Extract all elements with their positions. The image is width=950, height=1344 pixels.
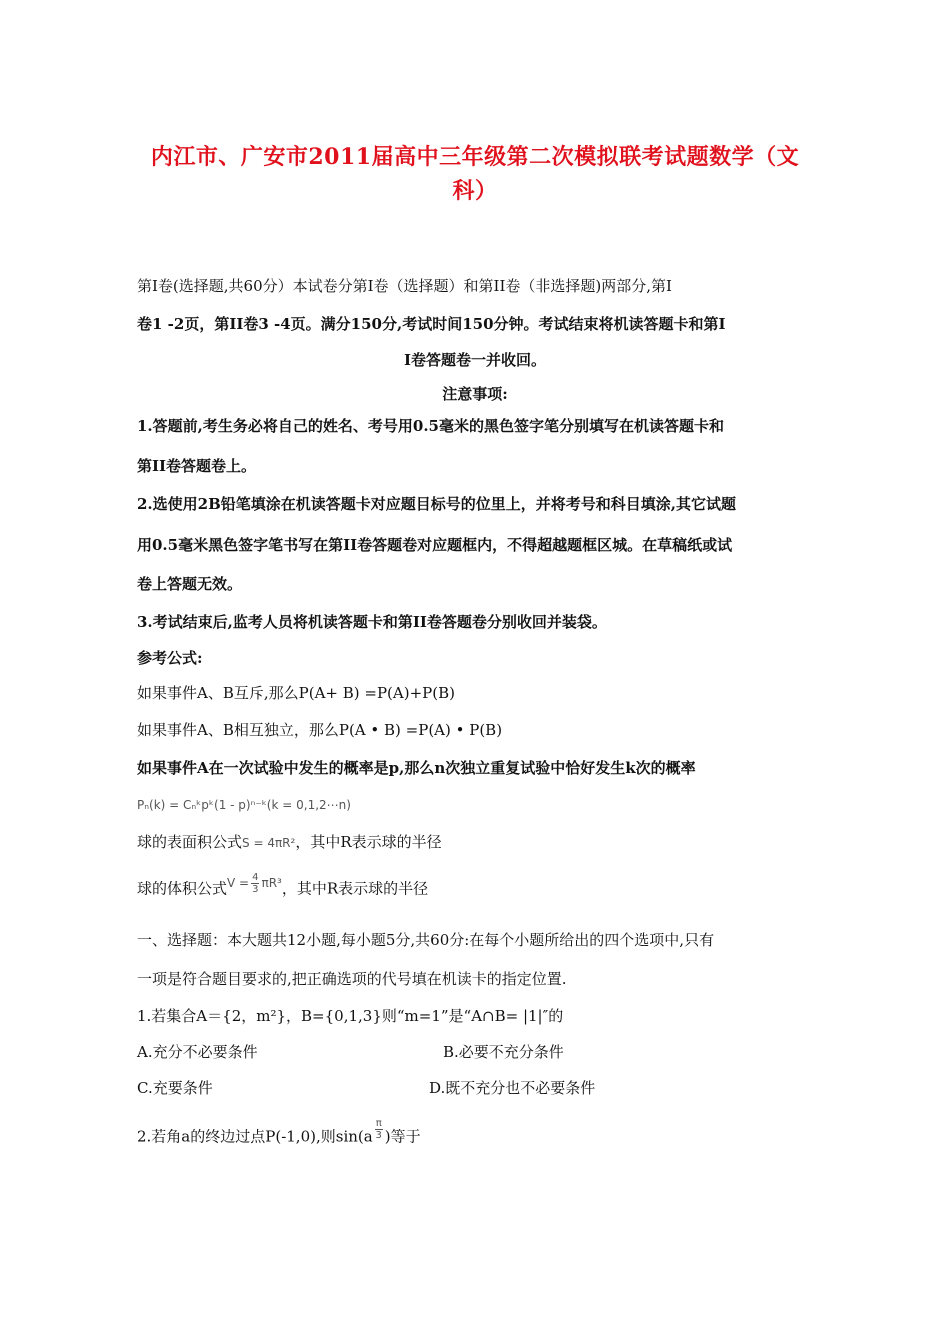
formula-mutually-exclusive: 如果事件A、B互斥,那么P(A+ B) =P(A)+P(B) bbox=[137, 684, 455, 702]
notice-3-line-1: 3.考试结束后,监考人员将机读答题卡和第II卷答题卷分别收回并装袋。 bbox=[137, 613, 607, 631]
question-1-option-b: B.必要不充分条件 bbox=[443, 1043, 564, 1061]
question-1-option-d: D.既不充分也不必要条件 bbox=[429, 1079, 596, 1097]
question-1-stem: 1.若集合A＝{2，m²}，B={0,1,3}则“m=1”是“A∩B= |1|″的 bbox=[137, 1007, 564, 1025]
section-1-line-2: 一项是符合题目要求的,把正确选项的代号填在机读卡的指定位置. bbox=[137, 970, 567, 988]
notice-1-line-2: 第II卷答题卷上。 bbox=[137, 457, 257, 475]
formula-sphere-area bbox=[137, 832, 442, 853]
intro-line-2: 卷1 -2页，第II卷3 -4页。满分150分,考试时间150分钟。考试结束将机读答题卡和第Ⅰ bbox=[137, 315, 726, 333]
binomial-formula: Pₙ(k) = Cₙᵏpᵏ(1 - p)ⁿ⁻ᵏ(k = 0,1,2⋯n) bbox=[137, 798, 351, 812]
fraction-numerator: π bbox=[375, 1118, 382, 1129]
title-line-1: 内江市、广安市2011届高中三年级第二次模拟联考试题数学（文 bbox=[150, 144, 800, 170]
volume-numerator: 4 bbox=[252, 872, 259, 883]
formula-heading: 参考公式: bbox=[137, 649, 203, 667]
sphere-area-label: 球的表面积公式 bbox=[137, 833, 243, 851]
sphere-volume-formula bbox=[227, 872, 282, 895]
section-1-line-1: 一、选择题：本大题共12小题,每小题5分,共60分:在每个小题所给出的四个选项中,只有 bbox=[137, 931, 715, 949]
formula-sphere-volume bbox=[137, 872, 429, 901]
volume-lhs: V = bbox=[227, 876, 250, 890]
notice-heading: 注意事项: bbox=[442, 385, 508, 403]
sphere-area-note: ，其中R表示球的半径 bbox=[295, 833, 442, 851]
question-2-prefix: 2.若角a的终边过点P(-1,0),则sin(a bbox=[137, 1127, 373, 1146]
question-1-option-a: A.充分不必要条件 bbox=[137, 1043, 258, 1061]
fraction-denominator: 3 bbox=[375, 1130, 382, 1141]
volume-fraction bbox=[251, 872, 259, 895]
intro-line-1 bbox=[137, 276, 672, 296]
title-line-2: 科） bbox=[452, 178, 498, 204]
intro-text: 第Ⅰ卷(选择题,共60分）本试卷分第Ⅰ卷（选择题）和第II卷（非选择题)两部分,第Ⅰ bbox=[137, 277, 672, 295]
sphere-volume-note: ，其中R表示球的半径 bbox=[281, 879, 429, 898]
volume-denominator: 3 bbox=[252, 884, 259, 895]
formula-independent: 如果事件A、B相互独立，那么P(A • B) =P(A) • P(B) bbox=[137, 721, 503, 739]
intro-line-3: Ⅰ卷答题卷一并收回。 bbox=[403, 351, 547, 369]
question-1-option-c: C.充要条件 bbox=[137, 1079, 213, 1097]
notice-2-line-2: 用0.5毫米黑色签字笔书写在第II卷答题卷对应题框内，不得超越题框区城。在草稿纸或试 bbox=[137, 536, 733, 554]
sphere-area-formula: S = 4πR² bbox=[242, 836, 296, 850]
document-title bbox=[120, 140, 830, 208]
notice-2-line-3: 卷上答题无效。 bbox=[137, 575, 243, 593]
question-2-stem bbox=[137, 1118, 421, 1149]
question-2-suffix: )等于 bbox=[384, 1127, 421, 1146]
question-2-fraction bbox=[375, 1118, 383, 1141]
formula-binomial-image bbox=[137, 794, 351, 815]
notice-2-line-1: 2.选使用2B铅笔填涂在机读答题卡对应题目标号的位里上，并将考号和科目填涂,其它试题 bbox=[137, 495, 737, 513]
volume-rhs: πR³ bbox=[261, 876, 282, 890]
formula-binomial-text: 如果事件A在一次试验中发生的概率是p,那么n次独立重复试验中恰好发生k次的概率 bbox=[137, 759, 696, 777]
sphere-volume-label: 球的体积公式 bbox=[137, 879, 228, 898]
notice-1-line-1: 1.答题前,考生务必将自己的姓名、考号用0.5毫米的黑色签字笔分别填写在机读答题卡和 bbox=[137, 417, 724, 435]
